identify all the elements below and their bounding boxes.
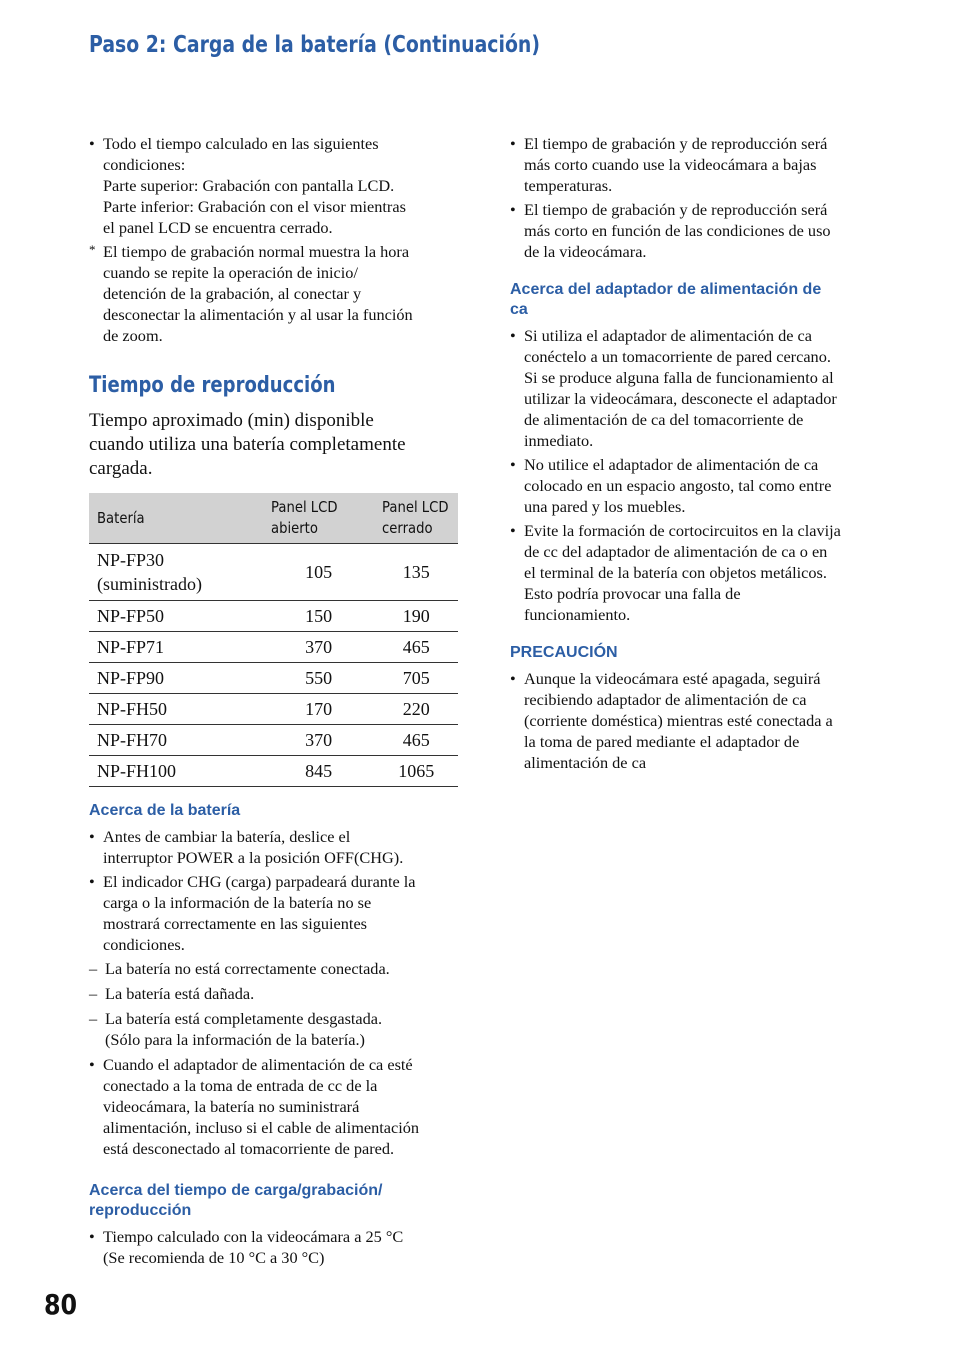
list-item: • Antes de cambiar la batería, deslice el interruptor POWER a la posición OFF(CHG).: [89, 826, 459, 868]
battery-model: NP-FH70: [89, 725, 263, 756]
lcd-closed-value: 465: [374, 725, 458, 756]
lcd-open-value: 105: [263, 544, 375, 601]
list-item: • No utilice el adaptador de alimentación de ca colocado en un espacio angosto, tal como entre una pared y los muebles.: [510, 454, 882, 517]
lcd-closed-value: 705: [374, 663, 458, 694]
table-row: [89, 601, 458, 632]
lcd-open-value: 170: [263, 694, 375, 725]
col-header-lcd-open: Panel LCD abierto: [263, 493, 375, 544]
list-item: • El indicador CHG (carga) parpadeará durante la carga o la información de la batería no se mostrará correctamente en las siguientes condiciones.: [89, 871, 459, 955]
battery-time-table: [89, 493, 458, 787]
left-column: [89, 133, 459, 1271]
battery-model: NP-FP50: [89, 601, 263, 632]
about-battery-list: [89, 826, 459, 955]
battery-model: NP-FH100: [89, 756, 263, 787]
list-item: – La batería está dañada.: [89, 983, 459, 1004]
table-row: [89, 663, 458, 694]
footnote-item: * El tiempo de grabación normal muestra la hora cuando se repite la operación de inicio/ detención de la grabación, al conectar y desconectar la alimentación y al usar la función de zoom.: [89, 241, 459, 346]
table-row: [89, 756, 458, 787]
subheading-about-battery: Acerca de la batería: [89, 802, 241, 819]
notes-list: [89, 133, 459, 346]
list-item: • Tiempo calculado con la videocámara a 25 °C (Se recomienda de 10 °C a 30 °C): [89, 1226, 459, 1268]
subheading-about-time: Acerca del tiempo de carga/grabación/ reproducción: [89, 1182, 383, 1219]
adapter-list: [510, 325, 882, 625]
time-notes-list: [510, 133, 882, 262]
list-item: • Evite la formación de cortocircuitos en la clavija de cc del adaptador de alimentación de ca o en el terminal de la batería con objetos metálicos. Esto podría provocar una falla de funcionamiento.: [510, 520, 882, 625]
about-battery-list-2: [89, 1054, 459, 1159]
page-title: Paso 2: Carga de la batería (Continuación): [89, 32, 540, 58]
list-item: • Si utiliza el adaptador de alimentación de ca conéctelo a un tomacorriente de pared cercano. Si se produce alguna falla de funcionamiento al utilizar la videocámara, desconecte el adaptador de alimentación de ca del tomacorriente de inmediato.: [510, 325, 882, 451]
table-row: [89, 544, 458, 601]
caution-list: [510, 668, 882, 773]
list-item: • El tiempo de grabación y de reproducción será más corto en función de las condiciones de uso de la videocámara.: [510, 199, 882, 262]
subheading-about-adapter: Acerca del adaptador de alimentación de ca: [510, 281, 822, 318]
table-header-row: [89, 493, 458, 544]
list-item: • Todo el tiempo calculado en las siguientes condiciones: Parte superior: Grabación con pantalla LCD. Parte inferior: Grabación con el visor mientras el panel LCD se encuentra cerrado.: [89, 133, 459, 238]
lcd-closed-value: 190: [374, 601, 458, 632]
col-header-battery: Batería: [89, 493, 263, 544]
list-item: • El tiempo de grabación y de reproducción será más corto cuando use la videocámara a bajas temperaturas.: [510, 133, 882, 196]
lcd-closed-value: 1065: [374, 756, 458, 787]
subheading-caution: PRECAUCIÓN: [510, 644, 618, 661]
section-title-playback: Tiempo de reproducción: [89, 373, 336, 398]
about-time-list: [89, 1226, 459, 1268]
conditions-dash-list: [89, 958, 459, 1050]
page-number: 80: [44, 1288, 78, 1321]
battery-model: NP-FP90: [89, 663, 263, 694]
list-item: • Cuando el adaptador de alimentación de ca esté conectado a la toma de entrada de cc de la videocámara, la batería no suministrará alimentación, incluso si el cable de alimentación está desconectado al tomacorriente de pared.: [89, 1054, 459, 1159]
right-column: [510, 133, 882, 776]
lcd-closed-value: 220: [374, 694, 458, 725]
battery-model: NP-FH50: [89, 694, 263, 725]
lcd-open-value: 370: [263, 632, 375, 663]
list-item: – La batería está completamente desgastada. (Sólo para la información de la batería.): [89, 1008, 459, 1050]
battery-model: NP-FP71: [89, 632, 263, 663]
lcd-open-value: 150: [263, 601, 375, 632]
lcd-open-value: 550: [263, 663, 375, 694]
lcd-closed-value: 135: [374, 544, 458, 601]
table-row: [89, 632, 458, 663]
table-row: [89, 725, 458, 756]
lcd-open-value: 845: [263, 756, 375, 787]
col-header-lcd-closed: Panel LCD cerrado: [374, 493, 458, 544]
lcd-closed-value: 465: [374, 632, 458, 663]
list-item: • Aunque la videocámara esté apagada, seguirá recibiendo adaptador de alimentación de ca (corriente doméstica) mientras esté conectada a la toma de pared mediante el adaptador de alimentación de ca: [510, 668, 882, 773]
table-row: [89, 694, 458, 725]
section-intro: Tiempo aproximado (min) disponible cuando utiliza una batería completamente cargada.: [89, 410, 406, 479]
list-item: – La batería no está correctamente conectada.: [89, 958, 459, 979]
battery-model: NP-FP30 (suministrado): [89, 544, 263, 601]
lcd-open-value: 370: [263, 725, 375, 756]
